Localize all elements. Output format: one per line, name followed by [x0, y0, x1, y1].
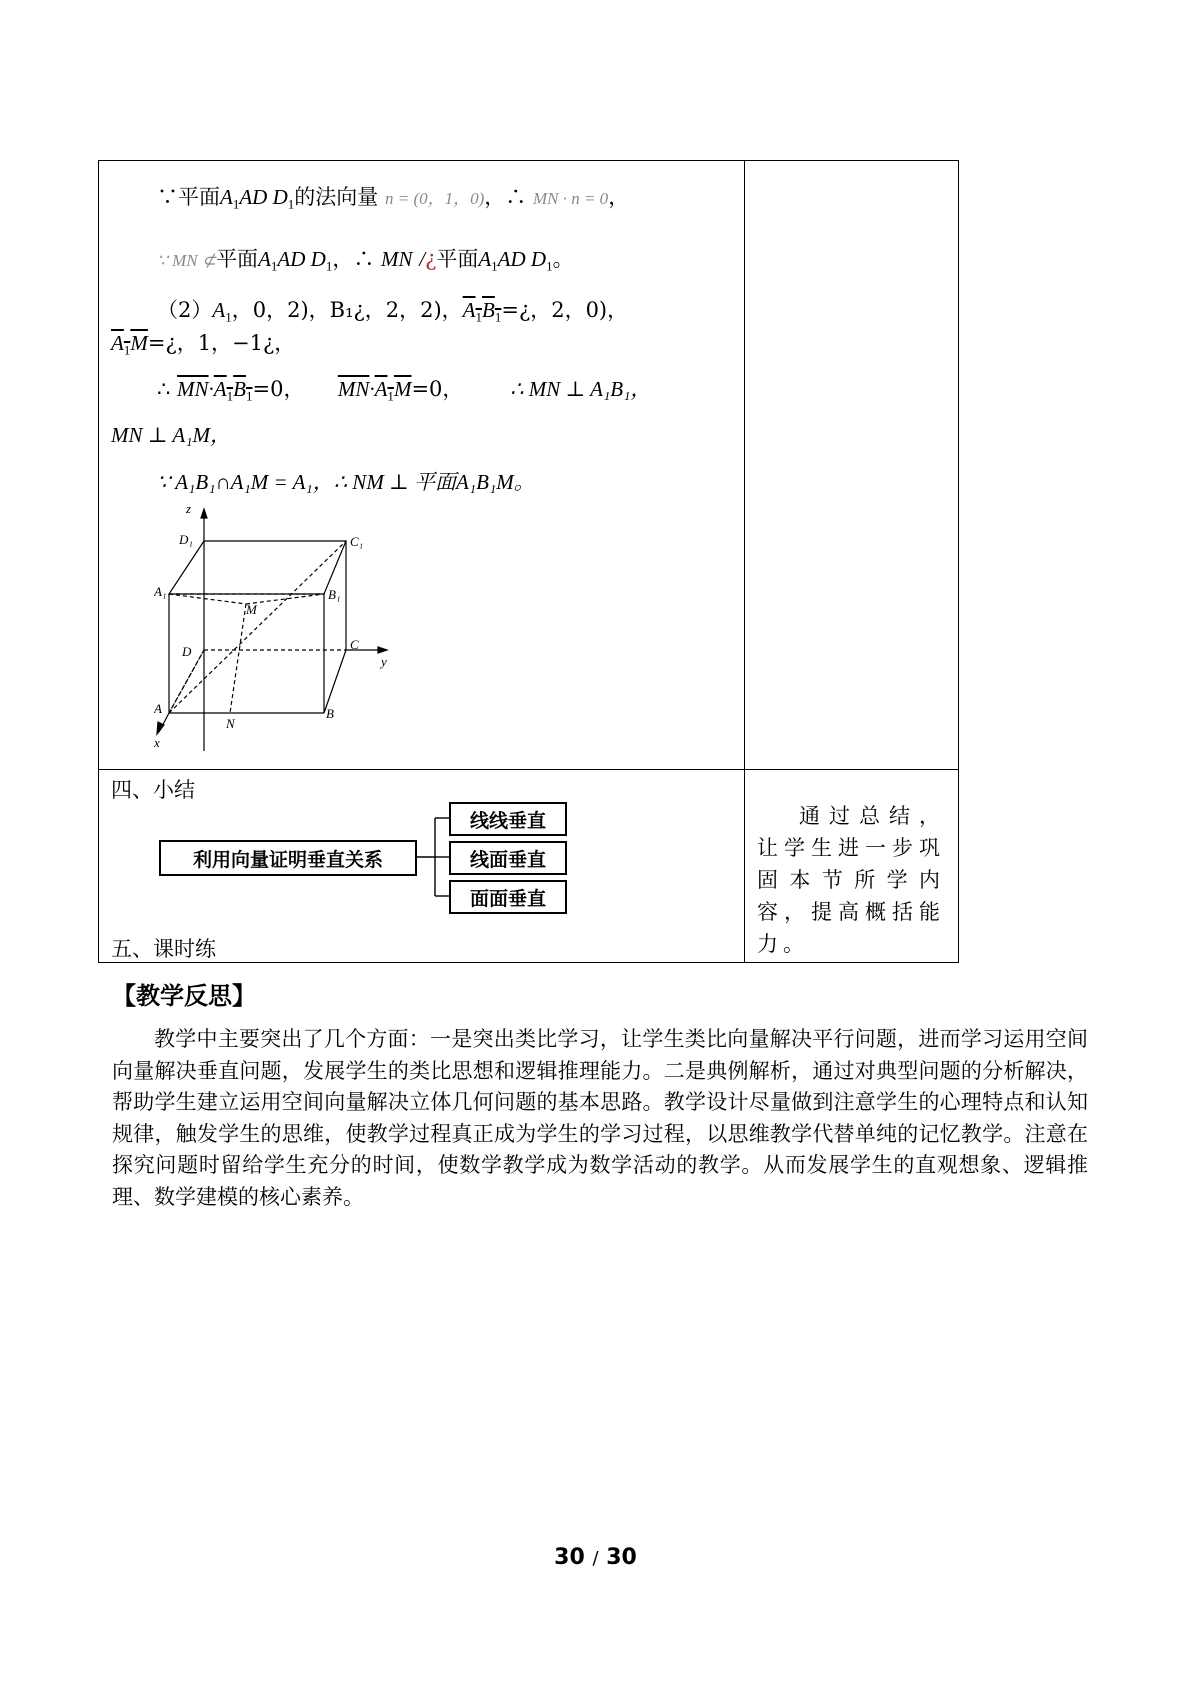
label-c1: C₁: [350, 534, 364, 549]
summary-branch-plane-plane: 面面垂直: [449, 880, 567, 914]
label-z: z: [186, 506, 192, 516]
reflection-title: 【教学反思】: [112, 982, 256, 1010]
summary-root-box: 利用向量证明垂直关系: [159, 840, 417, 876]
label-a: A: [154, 701, 162, 716]
summary-cell: [99, 770, 745, 963]
solution-line-1: ∵平面$A_1AD$ $D_1$的法向量 n = (0，1，0)，∴ MN · n = 0，: [157, 185, 630, 212]
label-b1: B₁: [328, 587, 341, 602]
solution-line-7: ∵ A₁B₁∩A₁M = A₁，∴ NM ⊥ 平面A₁B₁M。: [157, 470, 535, 494]
solution-line-5: ∴ $\overline{MN}\cdot A_1B_1=0$， $\overline{MN}\cdot A_1M=0$， ∴ MN ⊥ A₁B₁，: [157, 377, 652, 404]
solution-cell: [99, 161, 745, 770]
solution-line-2: ∵ MN ⊄平面$A_1AD$ $D_1$，∴ MN /¿平面$A_1AD$ $D_1$。: [157, 247, 574, 274]
label-y: y: [381, 654, 387, 669]
label-d1: D₁: [179, 532, 193, 547]
cube-figure: [154, 506, 484, 751]
label-b: B: [326, 706, 334, 721]
label-a1: A₁: [154, 584, 167, 599]
lesson-table: [98, 160, 959, 963]
solution-line-6: MN ⊥ A₁M，: [111, 423, 231, 447]
summary-comment: 通过总结，让学生进一步巩固本节所学内容，提高概括能力。: [757, 804, 945, 956]
label-c: C: [350, 637, 359, 652]
summary-comment-cell: [745, 770, 959, 963]
section-four-heading: 四、小结: [111, 778, 195, 802]
label-n: N: [226, 716, 235, 731]
page-separator: /: [592, 1548, 599, 1569]
page-number: [0, 1545, 1191, 1570]
page-total: 30: [606, 1545, 637, 1570]
notes-cell-empty: [745, 161, 959, 770]
label-m: M: [246, 602, 257, 617]
summary-branch-line-line: 线线垂直: [449, 802, 567, 836]
reflection-body: 教学中主要突出了几个方面：一是突出类比学习，让学生类比向量解决平行问题，进而学习运用空间向量解决垂直问题，发展学生的类比思想和逻辑推理能力。二是典例解析，通过对典型问题的分析解决，帮助学生建立运用空间向量解决立体几何问题的基本思路。教学设计尽量做到注意学生的心理特点和认知规律，触发学生的思维，使教学过程真正成为学生的学习过程，以思维教学代替单纯的记忆教学。注意在探究问题时留给学生充分的时间，使数学教学成为数学活动的教学。从而发展学生的直观想象、逻辑推理、数学建模的核心素养。: [112, 1027, 1088, 1209]
section-five-heading: 五、课时练: [111, 937, 216, 961]
solution-line-3: $(2)A_1$，0，2)，B₁¿，2，2)，$A_1B_1=¿$，2，0)，: [157, 298, 629, 325]
summary-branch-line-plane: 线面垂直: [449, 841, 567, 875]
label-x: x: [154, 735, 160, 750]
label-d: D: [182, 644, 192, 659]
solution-line-4: $A_1M=¿$，1，−1¿，: [111, 331, 296, 358]
page-current: 30: [554, 1545, 585, 1570]
